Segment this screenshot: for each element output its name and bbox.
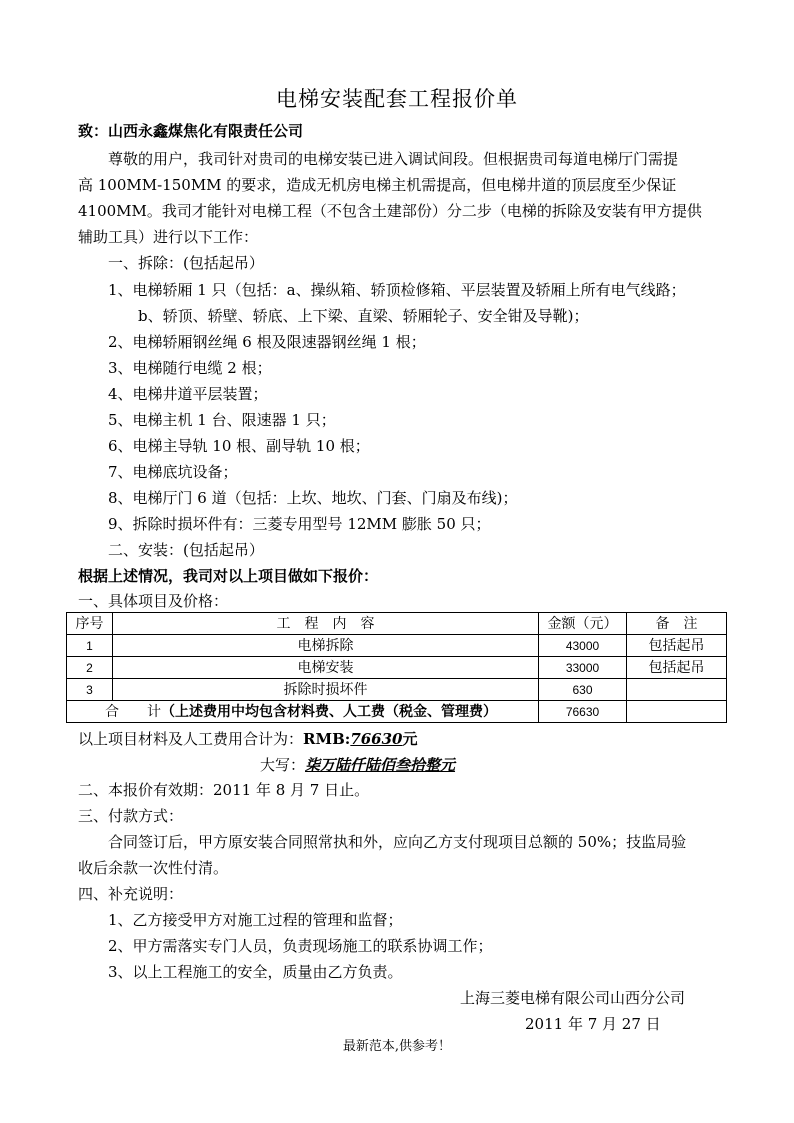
row-content: 拆除时损坏件 xyxy=(113,679,539,701)
intro-line-3: 4100MM。我司才能针对电梯工程（不包含土建部份）分二步（电梯的拆除及安装有甲方提供 xyxy=(78,202,702,220)
intro-line-4: 辅助工具）进行以下工作： xyxy=(78,228,259,246)
list-item: 4、电梯井道平层装置； xyxy=(108,385,268,403)
total-line-prefix: 以上项目材料及人工费用合计为： xyxy=(78,730,304,748)
row-note: 包括起吊 xyxy=(627,635,727,657)
list-item: 8、电梯厅门 6 道（包括：上坎、地坎、门套、门扇及布线)； xyxy=(108,489,518,507)
table-total-row xyxy=(67,701,727,723)
list-item: 5、电梯主机 1 台、限速器 1 只； xyxy=(108,411,336,429)
total-cell xyxy=(67,701,539,723)
list-item: 6、电梯主导轨 10 根、副导轨 10 根； xyxy=(108,437,370,455)
validity: 二、本报价有效期：2011 年 8 月 7 日止。 xyxy=(78,781,370,799)
daxie-value: 柒万陆仟陆佰叁拾整元 xyxy=(305,756,456,774)
section-install: 二、安装：(包括起吊） xyxy=(108,541,264,559)
table-header: 工 程 内 容 xyxy=(113,613,539,635)
table-header: 金额（元） xyxy=(539,613,627,635)
payment-line-2: 收后余款一次性付清。 xyxy=(78,859,229,877)
quote-intro: 根据上述情况，我司对以上项目做如下报价： xyxy=(78,567,379,585)
footer-note: 最新范本,供参考！ xyxy=(342,1039,452,1054)
row-amount: 33000 xyxy=(539,657,627,679)
intro-line-1: 尊敬的用户，我司针对贵司的电梯安装已进入调试间段。但根据贵司每道电梯厅门需提 xyxy=(108,150,679,168)
row-amount: 630 xyxy=(539,679,627,701)
intro-line-2: 高 100MM-150MM 的要求，造成无机房电梯主机需提高，但电梯井道的顶层度至少保证 xyxy=(78,176,677,194)
total-amount: 76630 xyxy=(539,701,627,723)
list-item: 2、电梯轿厢钢丝绳 6 根及限速器钢丝绳 1 根； xyxy=(108,333,426,351)
row-amount: 43000 xyxy=(539,635,627,657)
total-note xyxy=(627,701,727,723)
total-line xyxy=(78,729,418,749)
row-note: 包括起吊 xyxy=(627,657,727,679)
total-desc: （上述费用中均包含材料费、人工费（税金、管理费） xyxy=(161,703,497,720)
row-no: 1 xyxy=(67,635,113,657)
recipient: 致：山西永鑫煤焦化有限责任公司 xyxy=(78,122,304,140)
table-header-row xyxy=(67,613,727,635)
table-header: 序号 xyxy=(67,613,113,635)
table-row xyxy=(67,635,727,657)
section-items-prices: 一、具体项目及价格： xyxy=(78,592,229,610)
daxie-line xyxy=(260,755,455,775)
row-content: 电梯安装 xyxy=(113,657,539,679)
total-label: 合 计 xyxy=(105,703,161,720)
table-row xyxy=(67,657,727,679)
supplement-item: 3、以上工程施工的安全，质量由乙方负责。 xyxy=(108,963,403,981)
supplement-item: 2、甲方需落实专门人员，负责现场施工的联系协调工作； xyxy=(108,937,493,955)
row-content: 电梯拆除 xyxy=(113,635,539,657)
document-title: 电梯安装配套工程报价单 xyxy=(276,87,518,111)
daxie-label: 大写： xyxy=(260,756,306,774)
list-item: 7、电梯底坑设备； xyxy=(108,463,238,481)
list-item: 9、拆除时损坏件有：三菱专用型号 12MM 膨胀 50 只； xyxy=(108,515,491,533)
total-rmb: RMB: xyxy=(303,730,351,748)
row-no: 3 xyxy=(67,679,113,701)
row-no: 2 xyxy=(67,657,113,679)
list-item: 1、电梯轿厢 1 只（包括：a、操纵箱、轿顶检修箱、平层装置及轿厢上所有电气线路； xyxy=(108,281,686,299)
table-row xyxy=(67,679,727,701)
supplement-item: 1、乙方接受甲方对施工过程的管理和监督； xyxy=(108,911,403,929)
table-header: 备 注 xyxy=(627,613,727,635)
payment-line-1: 合同签订后，甲方原安装合同照常执和外，应向乙方支付现项目总额的 50%；技监局验 xyxy=(108,833,687,851)
issue-date: 2011 年 7 月 27 日 xyxy=(525,1015,661,1033)
row-note xyxy=(627,679,727,701)
payment-title: 三、付款方式： xyxy=(78,807,184,825)
list-item: b、轿顶、轿壁、轿底、上下梁、直梁、轿厢轮子、安全钳及导靴)； xyxy=(138,307,589,325)
list-item: 3、电梯随行电缆 2 根； xyxy=(108,359,272,377)
section-removal: 一、拆除：(包括起吊） xyxy=(108,254,264,272)
supplement-title: 四、补充说明： xyxy=(78,885,184,903)
company-name: 上海三菱电梯有限公司山西分公司 xyxy=(460,989,686,1007)
total-value: 76630 xyxy=(350,730,403,748)
price-table xyxy=(66,612,727,723)
total-unit: 元 xyxy=(402,730,418,748)
